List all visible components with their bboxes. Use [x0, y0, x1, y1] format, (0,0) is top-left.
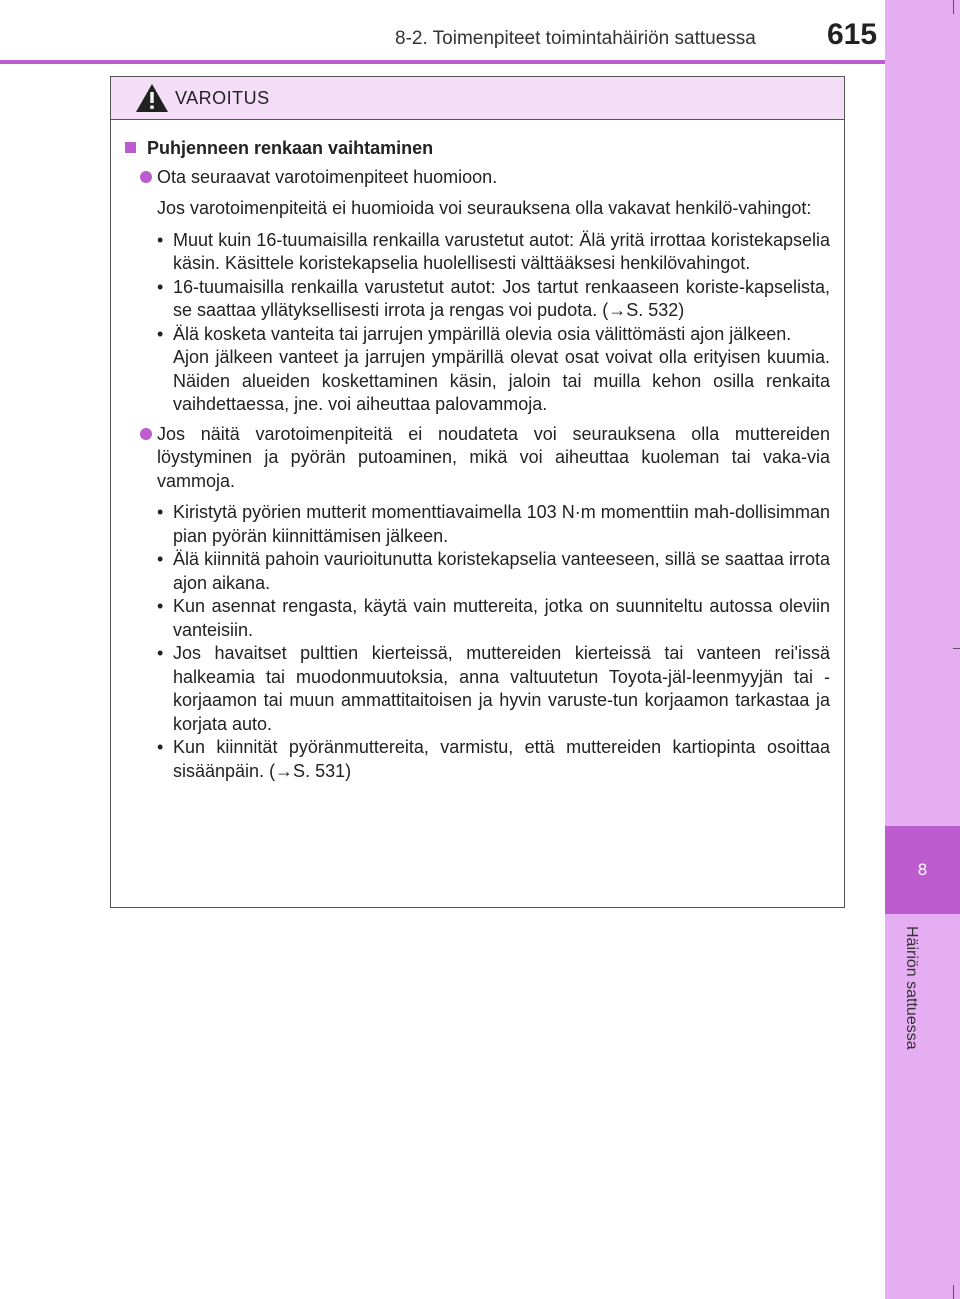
list-item [157, 166, 830, 190]
bullet-item [157, 276, 830, 323]
warning-header [111, 77, 844, 120]
bullet-text: • Älä kosketa vanteita tai jarrujen ympärillä olevia osia välittömästi ajon jälkeen. [173, 323, 792, 344]
bullet-item [157, 501, 830, 548]
bullet-text: • Kiristytä pyörien mutterit momenttiavaimella 103 N·m momenttiin mah-dollisimman pian pyörän kiinnittämisen jälkeen. [173, 502, 830, 546]
bullet-text: • Jos havaitset pulttien kierteissä, muttereiden kierteissä tai vanteen rei'issä halkeamia tai muodonmuutoksia, anna valtuutetun Toyota-jäl-leenmyyjän tai -korjaamon tai muun ammattitaitoisen ja hyvin varuste-tun korjaamon tarkastaa ja korjata auto. [173, 643, 830, 734]
warning-triangle-icon [135, 83, 169, 113]
bullet-text: Ajon jälkeen vanteet ja jarrujen ympärillä olevat osat voivat olla erityisen kuumia. Näiden alueiden koskettaminen käsin, jaloin tai muilla kehon osilla renkaita vaihdettaessa, jne. voi aiheuttaa palovammoja. [173, 347, 830, 414]
section-heading-text: Puhjenneen renkaan vaihtaminen [147, 138, 434, 158]
warning-box [110, 76, 845, 908]
bullet-text: • Älä kiinnitä pahoin vaurioitunutta koristekapselia vanteeseen, sillä se saattaa irrota ajon aikana. [173, 549, 830, 593]
list-item-text: Ota seuraavat varotoimenpiteet huomioon. [157, 166, 498, 187]
bullet-list [157, 501, 830, 783]
round-bullet-icon [140, 171, 152, 183]
bullet-item [157, 548, 830, 595]
square-bullet-icon [125, 142, 136, 153]
chapter-tab-strip [885, 0, 960, 1299]
crop-mark [953, 648, 960, 649]
bullet-list [157, 229, 830, 417]
bullet-item [157, 595, 830, 642]
bullet-text: • Kun asennat rengasta, käytä vain muttereita, jotka on suunniteltu autossa oleviin vanteisiin. [173, 596, 830, 640]
chapter-label: Häiriön sattuessa [903, 926, 920, 1050]
warning-label: VAROITUS [175, 88, 270, 108]
list-item [157, 423, 830, 494]
chapter-number: 8 [885, 826, 960, 914]
page-number: 615 [827, 18, 878, 51]
header-rule [0, 60, 885, 64]
bullet-text: • Muut kuin 16-tuumaisilla renkailla varustetut autot: Älä yritä irrottaa koristekapselia käsin. Käsittele koristekapselia huolellisesti välttääksesi henkilövahingot. [173, 229, 830, 273]
bullet-item [157, 323, 830, 417]
section-title: 8-2. Toimenpiteet toimintahäiriön sattuessa [395, 28, 756, 49]
round-bullet-icon [140, 428, 152, 440]
warning-content [111, 129, 844, 783]
bullet-item [157, 736, 830, 783]
bullet-text: • 16-tuumaisilla renkailla varustetut autot: Jos tartut renkaaseen koriste-kapselista, se saattaa yllätyksellisesti irrota ja rengas voi pudota. (→S. 532) [173, 276, 830, 320]
list-item-text: Jos näitä varotoimenpiteitä ei noudateta voi seurauksena olla muttereiden löystyminen ja pyörän putoaminen, mikä voi aiheuttaa kuoleman tai vaka-via vammoja. [157, 423, 830, 491]
crop-mark [953, 0, 954, 14]
bullet-item [157, 229, 830, 276]
crop-mark [953, 1285, 954, 1299]
bullet-text: • Kun kiinnität pyöränmuttereita, varmistu, että muttereiden kartiopinta osoittaa sisäänpäin. (→S. 531) [173, 737, 830, 781]
bullet-item [157, 642, 830, 736]
warning-section-heading [125, 137, 844, 161]
paragraph: Jos varotoimenpiteitä ei huomioida voi seurauksena olla vakavat henkilö-vahingot: [157, 198, 812, 218]
